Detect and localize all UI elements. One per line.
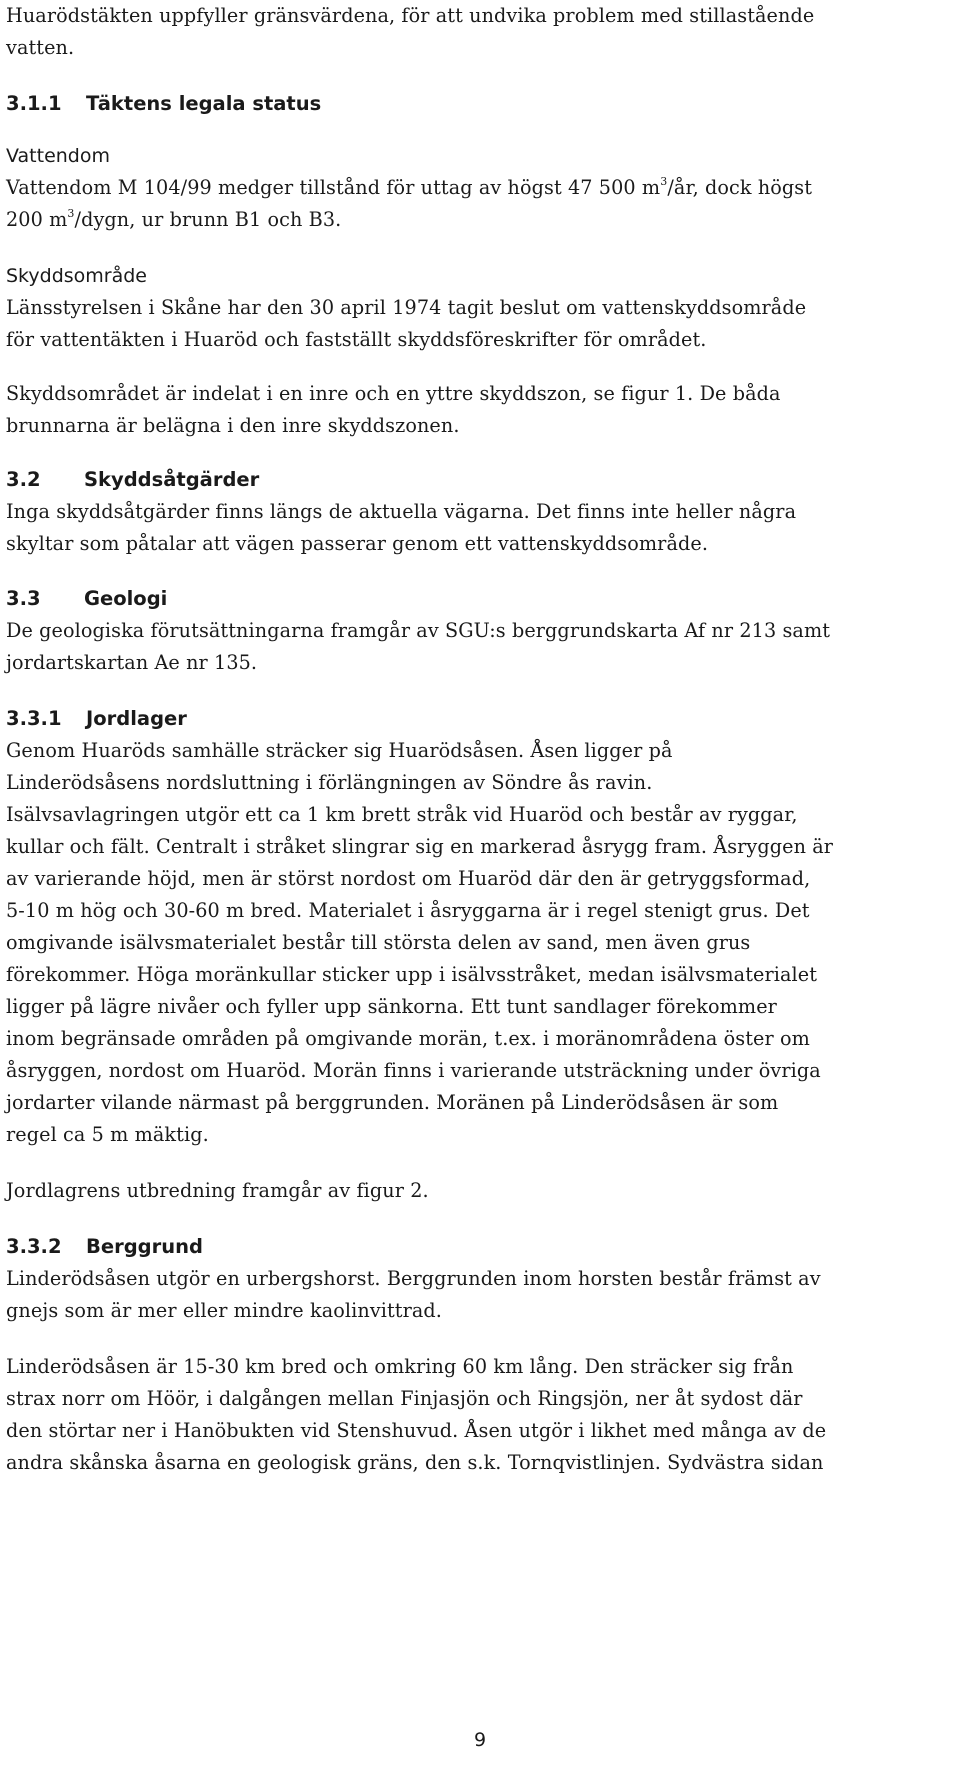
text-line: inom begränsade områden på omgivande morän, t.ex. i moränområdena öster om [6, 1027, 810, 1050]
heading-3-3-2 [6, 1231, 954, 1263]
heading-title: Berggrund [86, 1235, 203, 1258]
vattendom-text: /år, dock högst [667, 176, 813, 199]
text-line: åsryggen, nordost om Huaröd. Morän finns i varierande utsträckning under övriga [6, 1059, 821, 1082]
intro-line-1: Huarödstäkten uppfyller gränsvärdena, för att undvika problem med stillastående [6, 4, 815, 27]
heading-title: Skyddsåtgärder [84, 468, 260, 491]
jordlager-paragraph-1 [6, 735, 954, 1151]
text-line: andra skånska åsarna en geologisk gräns, den s.k. Tornqvistlinjen. Sydvästra sidan [6, 1451, 824, 1474]
text-line: Linderödsåsens nordsluttning i förlängningen av Söndre ås ravin. [6, 771, 653, 794]
heading-title: Jordlager [86, 707, 187, 730]
text-line: 5-10 m hög och 30-60 m bred. Materialet i åsryggarna är i regel stenigt grus. Det [6, 899, 810, 922]
text-line: regel ca 5 m mäktig. [6, 1123, 209, 1146]
text-line: gnejs som är mer eller mindre kaolinvittrad. [6, 1299, 443, 1322]
vattendom-text: 200 m [6, 208, 68, 231]
text-line: förekommer. Höga moränkullar sticker upp i isälvsstråket, medan isälvsmaterialet [6, 963, 818, 986]
heading-title: Geologi [84, 587, 168, 610]
subheading-vattendom: Vattendom [6, 145, 110, 167]
text-line: Linderödsåsen är 15-30 km bred och omkring 60 km lång. Den sträcker sig från [6, 1355, 794, 1378]
heading-number: 3.3 [6, 587, 41, 610]
text-line: jordarter vilande närmast på berggrunden. Moränen på Linderödsåsen är som [6, 1091, 779, 1114]
text-line: skyltar som påtalar att vägen passerar genom ett vattenskyddsområde. [6, 532, 709, 555]
intro-line-2: vatten. [6, 36, 75, 59]
berggrund-paragraph-2 [6, 1351, 954, 1479]
superscript: 3 [660, 175, 668, 188]
text-line: Länsstyrelsen i Skåne har den 30 april 1974 tagit beslut om vattenskyddsområde [6, 296, 807, 319]
heading-3-3-1 [6, 703, 954, 735]
text-line: jordartskartan Ae nr 135. [6, 651, 258, 674]
text-line: den störtar ner i Hanöbukten vid Stenshuvud. Åsen utgör i likhet med många av de [6, 1419, 827, 1442]
text-line: strax norr om Höör, i dalgången mellan Finjasjön och Ringsjön, ner åt sydost där [6, 1387, 803, 1410]
jordlager-paragraph-2: Jordlagrens utbredning framgår av figur 2. [6, 1179, 429, 1202]
heading-3-1-1 [6, 88, 954, 120]
geologi-paragraph [6, 615, 954, 679]
text-line: för vattentäkten i Huaröd och fastställt skyddsföreskrifter för området. [6, 328, 707, 351]
superscript: 3 [67, 207, 75, 220]
heading-title: Täktens legala status [86, 92, 322, 115]
heading-number: 3.1.1 [6, 92, 62, 115]
heading-3-3 [6, 583, 954, 615]
text-line: omgivande isälvsmaterialet består till största delen av sand, men även grus [6, 931, 751, 954]
heading-3-2 [6, 464, 954, 496]
text-line: Isälvsavlagringen utgör ett ca 1 km brett stråk vid Huaröd och består av ryggar, [6, 803, 798, 826]
heading-number: 3.2 [6, 468, 41, 491]
text-line: De geologiska förutsättningarna framgår av SGU:s berggrundskarta Af nr 213 samt [6, 619, 831, 642]
berggrund-paragraph-1 [6, 1263, 954, 1327]
vattendom-text: Vattendom M 104/99 medger tillstånd för uttag av högst 47 500 m [6, 176, 661, 199]
text-line: Skyddsområdet är indelat i en inre och en yttre skyddszon, se figur 1. De båda [6, 382, 781, 405]
skyddsomrade-paragraph-1 [6, 292, 954, 356]
text-line: kullar och fält. Centralt i stråket slingrar sig en markerad åsrygg fram. Åsryggen är [6, 835, 834, 858]
text-line: Inga skyddsåtgärder finns längs de aktuella vägarna. Det finns inte heller några [6, 500, 797, 523]
intro-paragraph [6, 0, 954, 64]
text-line: brunnarna är belägna i den inre skyddszonen. [6, 414, 460, 437]
text-line: Linderödsåsen utgör en urbergshorst. Berggrunden inom horsten består främst av [6, 1267, 821, 1290]
heading-number: 3.3.1 [6, 707, 62, 730]
page-number: 9 [473, 1729, 487, 1751]
text-line: ligger på lägre nivåer och fyller upp sänkorna. Ett tunt sandlager förekommer [6, 995, 777, 1018]
vattendom-text: /dygn, ur brunn B1 och B3. [74, 208, 342, 231]
vattendom-paragraph [6, 172, 954, 236]
document-page [6, 0, 954, 1479]
subheading-skyddsomrade: Skyddsområde [6, 265, 147, 287]
text-line: av varierande höjd, men är störst nordost om Huaröd där den är getryggsformad, [6, 867, 811, 890]
text-line: Genom Huaröds samhälle sträcker sig Huarödsåsen. Åsen ligger på [6, 739, 673, 762]
skyddsomrade-paragraph-2 [6, 378, 954, 442]
heading-number: 3.3.2 [6, 1235, 62, 1258]
skyddsatgarder-paragraph [6, 496, 954, 560]
